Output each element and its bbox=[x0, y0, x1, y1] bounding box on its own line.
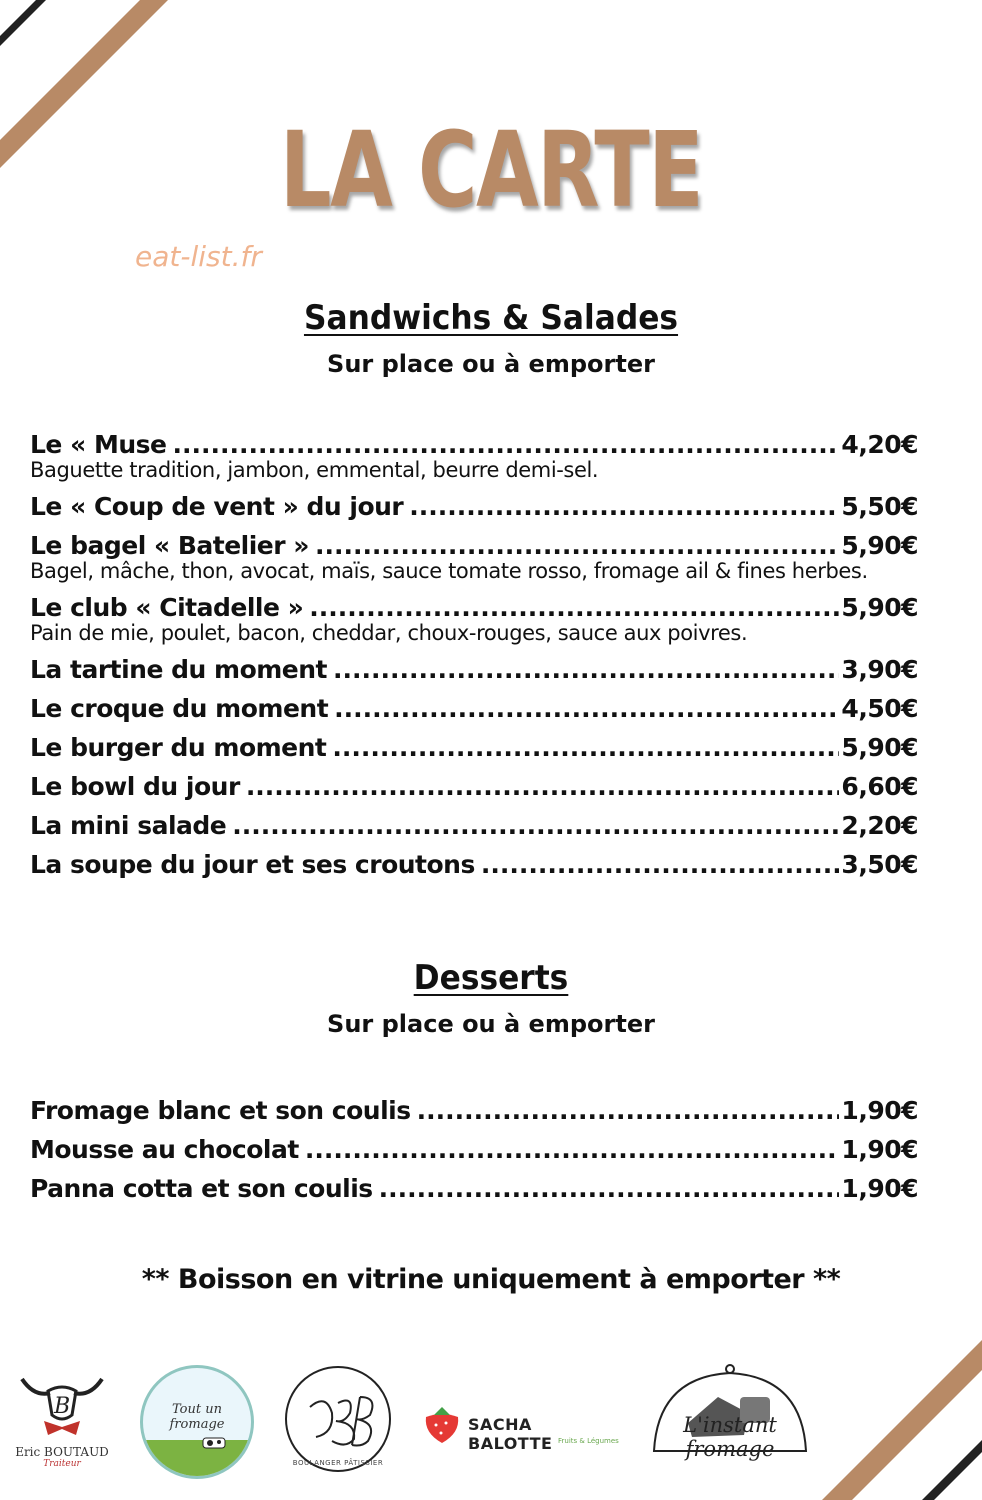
section-subtitle-desserts: Sur place ou à emporter bbox=[327, 1010, 655, 1038]
dot-leader bbox=[246, 767, 840, 806]
section-subtitle-sandwichs: Sur place ou à emporter bbox=[327, 350, 655, 378]
item-price: 5,90€ bbox=[841, 593, 918, 622]
item-description: Bagel, mâche, thon, avocat, maïs, sauce tomate rosso, fromage ail & fines herbes. bbox=[30, 559, 868, 583]
svg-text:B: B bbox=[54, 1394, 71, 1419]
logo-eric-boutaud bbox=[14, 1369, 110, 1479]
item-price: 5,90€ bbox=[841, 531, 918, 560]
menu-list-desserts bbox=[30, 1091, 918, 1208]
item-name: Le bowl du jour bbox=[30, 772, 240, 801]
item-name: Panna cotta et son coulis bbox=[30, 1174, 373, 1203]
item-price: 4,50€ bbox=[841, 694, 918, 723]
item-price: 5,90€ bbox=[841, 733, 918, 762]
dot-leader bbox=[409, 487, 839, 526]
section-title-sandwichs: Sandwichs & Salades bbox=[303, 298, 679, 338]
logo-sub: BOULANGER PÂTISSIER bbox=[292, 1459, 384, 1467]
item-price: 1,90€ bbox=[841, 1174, 918, 1203]
logo-tout-un-fromage bbox=[140, 1365, 254, 1479]
menu-item bbox=[30, 767, 918, 806]
menu-item bbox=[30, 1169, 918, 1208]
item-price: 3,90€ bbox=[841, 655, 918, 684]
item-description: Baguette tradition, jambon, emmental, beurre demi-sel. bbox=[30, 458, 599, 482]
item-name: Mousse au chocolat bbox=[30, 1135, 299, 1164]
item-name: La tartine du moment bbox=[30, 655, 328, 684]
item-name: Le « Coup de vent » du jour bbox=[30, 492, 404, 521]
item-name: Le burger du moment bbox=[30, 733, 327, 762]
section-title-desserts: Desserts bbox=[413, 958, 569, 998]
menu-item bbox=[30, 487, 918, 526]
drinks-notice: ** Boisson en vitrine uniquement à emporter ** bbox=[141, 1264, 841, 1295]
item-name: Le club « Citadelle » bbox=[30, 593, 304, 622]
item-name: La mini salade bbox=[30, 811, 227, 840]
logo-instant-fromage bbox=[648, 1363, 812, 1473]
dot-leader bbox=[334, 689, 839, 728]
dot-leader bbox=[332, 728, 839, 767]
item-name: Le « Muse bbox=[30, 430, 167, 459]
logo-label: L'instant fromage bbox=[683, 1413, 777, 1461]
dot-leader bbox=[481, 845, 840, 884]
item-price: 5,50€ bbox=[841, 492, 918, 521]
item-price: 4,20€ bbox=[841, 430, 918, 459]
dot-leader bbox=[417, 1091, 840, 1130]
logo-label: SACHA BALOTTE bbox=[468, 1415, 553, 1453]
watermark: eat-list.fr bbox=[135, 240, 262, 273]
item-price: 1,90€ bbox=[841, 1135, 918, 1164]
partner-logos bbox=[0, 1355, 982, 1495]
logo-sub: Traiteur bbox=[43, 1459, 81, 1469]
grass-shape bbox=[143, 1440, 251, 1476]
dot-leader bbox=[333, 650, 839, 689]
strawberry-icon bbox=[420, 1403, 464, 1447]
item-name: Fromage blanc et son coulis bbox=[30, 1096, 411, 1125]
menu-item bbox=[30, 1091, 918, 1130]
item-description: Pain de mie, poulet, bacon, cheddar, choux-rouges, sauce aux poivres. bbox=[30, 621, 748, 645]
item-name: Le croque du moment bbox=[30, 694, 329, 723]
logo-jsb bbox=[282, 1363, 394, 1483]
logo-label: Tout un fromage bbox=[169, 1402, 225, 1432]
menu-item bbox=[30, 845, 918, 884]
dot-leader bbox=[379, 1169, 840, 1208]
menu-item bbox=[30, 806, 918, 845]
bull-icon bbox=[14, 1369, 110, 1439]
menu-item bbox=[30, 650, 918, 689]
item-name: La soupe du jour et ses croutons bbox=[30, 850, 475, 879]
menu-list-sandwichs bbox=[30, 425, 918, 884]
dot-leader bbox=[232, 806, 839, 845]
menu-item bbox=[30, 728, 918, 767]
menu-item bbox=[30, 1130, 918, 1169]
logo-sub: Fruits & Légumes bbox=[558, 1437, 619, 1445]
item-name: Le bagel « Batelier » bbox=[30, 531, 309, 560]
item-price: 1,90€ bbox=[841, 1096, 918, 1125]
logo-label: Eric BOUTAUD bbox=[15, 1445, 109, 1459]
dot-leader bbox=[305, 1130, 840, 1169]
cow-icon bbox=[201, 1434, 231, 1452]
page-title: LA CARTE bbox=[279, 109, 703, 231]
item-price: 6,60€ bbox=[841, 772, 918, 801]
item-price: 3,50€ bbox=[841, 850, 918, 879]
menu-item bbox=[30, 689, 918, 728]
item-price: 2,20€ bbox=[841, 811, 918, 840]
logo-sacha-balotte bbox=[420, 1403, 620, 1453]
